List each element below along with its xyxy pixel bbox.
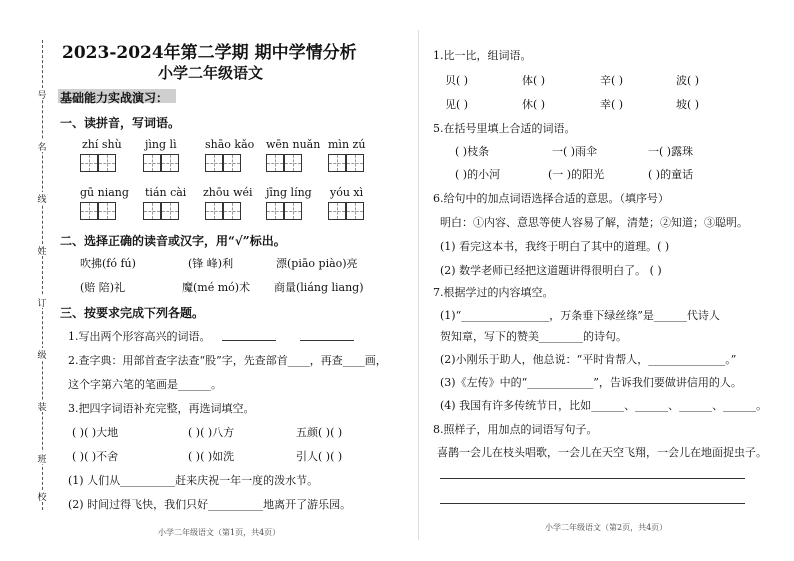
compare-word[interactable]: 坡( ) [676,98,700,111]
compare-word[interactable]: 休( ) [522,98,546,111]
question-r5: 5.在括号里填上合适的词语。 [433,122,576,135]
meaning-question-2[interactable]: (2) 数学老师已经把这道题讲得很明白了。 ( ) [440,264,662,277]
writing-grid-cell[interactable] [266,154,284,172]
writing-grid-cell[interactable] [143,154,161,172]
pinyin-label: gū niang [80,186,129,199]
fill-phrase[interactable]: ( )的小河 [455,168,501,181]
margin-mark: 号 [37,88,47,100]
binding-margin-line [42,40,43,510]
pronunciation-choice[interactable]: 魔(mé mó)术 [182,281,251,294]
writing-grid-cell[interactable] [161,154,179,172]
fill-phrase[interactable]: ( )的童话 [648,168,694,181]
writing-grid-cell[interactable] [223,154,241,172]
page-footer: 小学二年级语文（第2页，共4页） [545,523,668,532]
section-1-heading: 一、读拼音，写词语。 [60,116,181,130]
margin-mark: 名 [37,140,47,152]
writing-grid-cell[interactable] [205,202,223,220]
writing-grid-cell[interactable] [98,202,116,220]
idiom-blank[interactable]: ( )( )不舍 [72,450,119,463]
idiom-blank[interactable]: 引人( )( ) [296,450,343,463]
margin-mark: 姓 [37,244,47,256]
fill-sentence-1: (1) 人们从__________赶来庆祝一年一度的泼水节。 [68,474,319,487]
compare-word[interactable]: 见( ) [445,98,469,111]
pinyin-label: zhōu wéi [203,186,253,199]
question-r8: 8.照样子，用加点的词语写句子。 [433,423,598,436]
zuozhuan-fill[interactable]: (3)《左传》中的“____________”，告诉我们要做讲信用的人。 [440,376,742,389]
pinyin-label: jīng líng [266,186,312,199]
festival-fill[interactable]: (4) 我国有许多传统节日，比如______、______、______、______。 [440,399,768,412]
writing-grid-cell[interactable] [98,154,116,172]
writing-grid-cell[interactable] [80,202,98,220]
pinyin-label: mìn zú [328,138,366,151]
question-3: 3.把四字词语补充完整，再选词填空。 [68,402,255,415]
idiom-blank[interactable]: ( )( )八方 [188,426,235,439]
writing-grid-cell[interactable] [328,202,346,220]
writing-grid-cell[interactable] [266,202,284,220]
poem-fill-1-continued[interactable]: 贺知章，写下的赞美________的诗句。 [440,330,627,343]
fill-phrase[interactable]: (一 )的阳光 [548,168,605,181]
writing-grid-cell[interactable] [284,154,302,172]
writing-grid-cell[interactable] [80,154,98,172]
idiom-blank[interactable]: ( )( )大地 [72,426,119,439]
writing-grid-cell[interactable] [205,154,223,172]
meaning-question-1[interactable]: (1) 看完这本书，我终于明白了其中的道理。( ) [440,240,670,253]
exam-title: 2023-2024年第二学期 期中学情分析 [62,43,357,63]
margin-mark: 订 [37,296,47,308]
fill-phrase[interactable]: 一( )雨伞 [552,145,598,158]
pinyin-label: yóu xì [330,186,364,199]
compare-word[interactable]: 体( ) [522,74,546,87]
pinyin-label: jìng lì [145,138,177,151]
pronunciation-choice[interactable]: 商量(liáng liang) [274,281,364,294]
poem-fill-1[interactable]: (1)“________________，万条垂下绿丝绦”是______代诗人 [440,309,720,322]
writing-grid-cell[interactable] [161,202,179,220]
writing-grid-cell[interactable] [143,202,161,220]
word-definition: 明白：①内容、意思等使人容易了解，清楚；②知道；③聪明。 [440,216,748,229]
answer-line[interactable] [440,503,745,504]
pronunciation-choice[interactable]: 漂(piāo piào)亮 [276,257,358,270]
pronunciation-choice[interactable]: (锋 峰)利 [188,257,234,270]
answer-line[interactable] [440,478,745,479]
margin-mark: 装 [37,400,47,412]
question-r6: 6.给句中的加点词语选择合适的意思。（填序号） [433,192,669,205]
section-banner: 基础能力实战演习： [60,91,169,105]
pinyin-label: wēn nuǎn [266,138,321,151]
writing-grid-cell[interactable] [346,202,364,220]
compare-word[interactable]: 幸( ) [600,98,624,111]
writing-grid-cell[interactable] [346,154,364,172]
idiom-blank[interactable]: 五颜( )( ) [296,426,343,439]
section-3-heading: 三、按要求完成下列各题。 [60,306,205,320]
margin-mark: 级 [37,348,47,360]
answer-line[interactable] [300,340,354,341]
answer-line[interactable] [222,340,276,341]
writing-grid-cell[interactable] [284,202,302,220]
pinyin-label: tián cài [145,186,187,199]
compare-word[interactable]: 辛( ) [600,74,624,87]
pronunciation-choice[interactable]: (赔 陪)礼 [80,281,126,294]
compare-word[interactable]: 贝( ) [445,74,469,87]
page-footer: 小学二年级语文（第1页，共4页） [158,528,281,537]
margin-mark: 班 [37,452,47,464]
pinyin-label: zhí shù [82,138,122,151]
example-sentence: 喜鹊一会儿在枝头唱歌，一会儿在天空飞翔，一会儿在地面捉虫子。 [437,446,767,459]
question-r7: 7.根据学过的内容填空。 [433,286,554,299]
compare-word[interactable]: 波( ) [676,74,700,87]
fill-phrase[interactable]: 一( )露珠 [648,145,694,158]
fill-phrase[interactable]: ( )枝条 [455,145,490,158]
question-1: 1.写出两个形容高兴的词语。 [68,330,211,343]
fill-sentence-2: (2) 时间过得飞快，我们只好__________地离开了游乐园。 [68,498,352,511]
writing-grid-cell[interactable] [223,202,241,220]
margin-mark: 校 [37,490,47,502]
idiom-blank[interactable]: ( )( )如洗 [188,450,235,463]
writing-grid-cell[interactable] [328,154,346,172]
proverb-fill[interactable]: (2)小刚乐于助人，他总说：“平时肯帮人，______________。” [440,353,737,366]
pronunciation-choice[interactable]: 吹拂(fó fú) [80,257,136,270]
page-divider [418,30,419,540]
question-2: 2.查字典：用部首查字法查“股”字，先查部首____，再查____画， [68,354,387,367]
section-2-heading: 二、选择正确的读音或汉字，用“√”标出。 [60,234,286,248]
pinyin-label: shāo kǎo [205,138,255,151]
question-2-continued: 这个字第六笔的笔画是______。 [68,378,222,391]
margin-mark: 线 [37,192,47,204]
exam-subtitle: 小学二年级语文 [158,64,264,82]
question-r1: 1.比一比，组词语。 [433,49,532,62]
